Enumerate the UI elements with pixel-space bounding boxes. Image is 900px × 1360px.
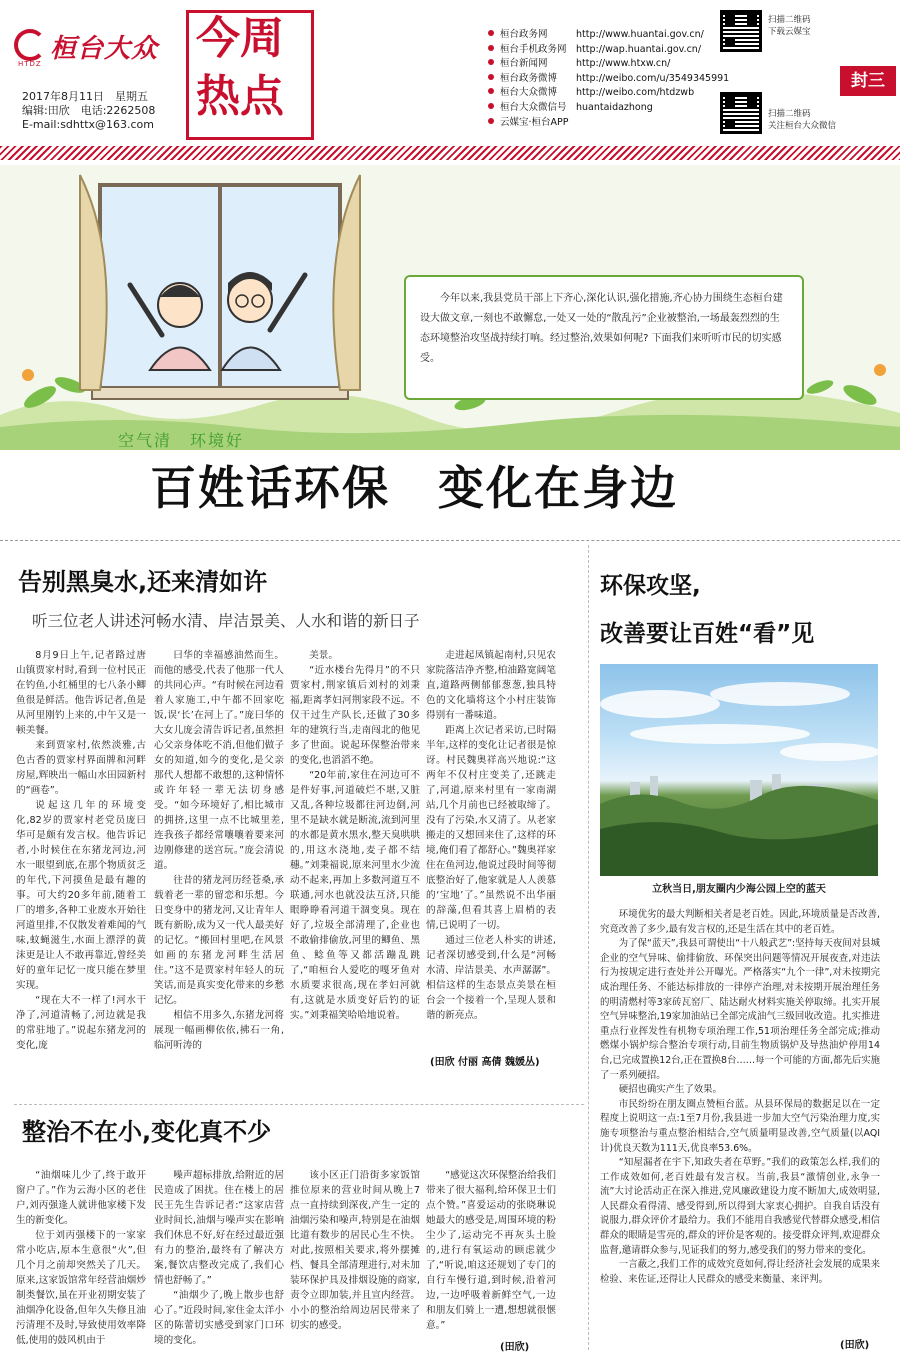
kicker: 空气清 环境好 <box>118 431 245 450</box>
paragraph: 市民纷纷在朋友圈点赞桓台蓝。从县环保局的数据足以在一定程度上说明这一点:1至7月份,我县进一步加大空气污染治理力度,实施专项整治与重点整治相结合,空气质量明显改善,空气质量(以AQI计)优良天数为111天,优良率53.6%。 <box>600 1098 880 1154</box>
blue-sky-photo <box>600 664 878 876</box>
link-row[interactable] <box>488 101 729 116</box>
qr1-caption <box>768 14 811 38</box>
link-url[interactable]: http://wap.huantai.gov.cn/ <box>576 43 702 55</box>
story2-byline: (田欣) <box>500 1342 530 1353</box>
paragraph: “油烟少了,晚上散步也舒心了。”近段时间,家住金太洋小区的陈蕾切实感受到家门口环境的变化。 <box>154 1290 284 1346</box>
link-name: 桓台大众微博 <box>500 87 558 99</box>
story2-col2 <box>154 1168 284 1353</box>
paragraph: 一言蔽之,我们工作的成效究竟如何,得让经济社会发展的成果来检验、来佐证,还得让人民群众的感受来衡量、来评判。 <box>600 1259 880 1285</box>
link-name: 云媒宝·桓台APP <box>500 116 569 128</box>
logo-text: 桓台大众 <box>50 34 159 64</box>
section-title <box>196 10 314 126</box>
issue-date: 2017年8月11日 星期五 <box>22 90 148 103</box>
bullet-icon <box>488 118 494 124</box>
park-skyline-photo-icon <box>600 664 878 876</box>
bullet-icon <box>488 59 494 65</box>
bullet-icon <box>488 45 494 51</box>
bullet-icon <box>488 88 494 94</box>
story3-body <box>600 908 880 1330</box>
qr1-caption-line2: 下载云媒宝 <box>768 27 811 37</box>
paragraph: “近水楼台先得月”的不只贾家村,荆家镇后刘村的刘秉福,距离孝妇河荆家段不远。不仅干过生产队长,还做了30多年的建筑行当,走南闯北的他见多了世面。说起环保整治带来的变化,也滔滔不绝。 <box>290 665 420 766</box>
intro-box: 今年以来,我县党员干部上下齐心,深化认识,强化措施,齐心协力围绕生态桓台建设大做文章,一刻也不敢懈怠,一处又一处的“散乱污”企业被整治,一场最轰烈烈的生态环境整治攻坚战持续打响。经过整治,效果如何呢? 下面我们来听听市民的切实感受。 <box>404 275 804 400</box>
qr-code-app-icon <box>720 10 762 52</box>
story2-col1 <box>16 1168 146 1353</box>
qr-code-wechat-icon <box>720 92 762 134</box>
paragraph: 8月9日上午,记者路过唐山镇贾家村时,看到一位村民正在钓鱼,小红桶里的七八条小鲫鱼很是鲜活。他告诉记者,鱼是从河里刚钓上来的,中午又是一顿美餐。 <box>16 650 146 736</box>
link-row[interactable] <box>488 116 729 131</box>
link-url[interactable]: http://weibo.com/htdzwb <box>576 87 695 99</box>
issue-editor: 编辑:田欣 电话:2262508 <box>22 104 156 117</box>
issue-info <box>22 90 155 132</box>
paragraph: 相信不用多久,东猪龙河将展现一幅画柳依依,拂石一角,临河听涛的 <box>154 1010 284 1051</box>
link-row[interactable] <box>488 72 729 87</box>
headline-divider <box>0 540 900 541</box>
story1-subtitle: 听三位老人讲述河畅水清、岸洁景美、人水和谐的新日子 <box>32 612 420 630</box>
qr2-caption-line1: 扫描二维码 <box>768 109 811 119</box>
paragraph: “知屋漏者在宇下,知政失者在草野。”我们的政策怎么样,我们的工作成效如何,老百姓最有发言权。当前,我县“激情创业,永争一流”大讨论活动正在深入推进,党风廉政建设力度不断加大,成效明显,人民群众看得清、感受得到,所以得到大家衷心拥护。自我自话没有说服力,群众评价才最给力。我们不能用自我感觉代替群众感受,相信群众的眼睛是雪亮的,群众的评价是客观的。接受群众评判,欢迎群众监督,邀请群众参与,见证我们的努力,感受我们的努力带来的变化。 <box>600 1157 880 1256</box>
link-url[interactable]: http://www.htxw.cn/ <box>576 58 671 70</box>
header-divider <box>0 146 900 160</box>
paragraph: 距离上次记者采访,已时隔半年,这样的变化让记者很是惊讶。村民魏奥祥高兴地说:“这两年不仅村庄变美了,还跳走了,河道,原来村里有一家南湖站,几个月前也已经被取缔了。没有了污染,水又清了。从老家搬走的又想回来住了,这样的环境,俺们看了都舒心。”魏奥祥家住在鱼河边,他说过段时间等彻底整治好了,他家就是人人羡慕的‘宝地’了。”虽然说不出华丽的辞藻,但看其喜上眉梢的表情,已说明了一切。 <box>426 725 556 931</box>
paragraph: 来到贾家村,依然淡雅,古色古香的贾家村界面牌和河畔房屋,辉映出一幅山水田园新村的“画卷”。 <box>16 740 146 796</box>
link-url[interactable]: huantaidazhong <box>576 101 653 113</box>
link-url[interactable]: http://www.huantai.gov.cn/ <box>576 29 704 40</box>
story1-col2 <box>154 648 284 1068</box>
column-divider <box>588 545 589 1350</box>
paragraph: 环境优劣的最大判断相关者是老百姓。因此,环境质量是否改善,究竟改善了多少,最有发言权的,还是生活在其中的老百姓。 <box>600 909 880 935</box>
page-headline: 百姓话环保 变化在身边 <box>150 461 678 515</box>
link-name: 桓台大众微信号 <box>500 101 567 113</box>
link-name: 桓台新闻网 <box>500 58 548 70</box>
link-row[interactable] <box>488 28 729 43</box>
link-name: 桓台政务网 <box>500 29 548 40</box>
story2-col3 <box>290 1168 420 1353</box>
page-tag: 封三 <box>840 66 896 96</box>
logo-swirl-icon <box>14 29 46 61</box>
paragraph: “感觉这次环保整治给我们带来了很大福利,给环保卫士们点个赞。”喜爱运动的张晓琳说她最大的感受是,周围环境的粉尘少了,运动完不再灰头土脸的,进行有氧运动的顾虑就少了,“听说,咱这还规划了专门的自行车慢行道,到时候,沿着河边,一边呼吸着新鲜空气,一边和朋友们骑上一遭,想想就很惬意。” <box>426 1170 556 1331</box>
paragraph: 说起这几年的环境变化,82岁的贾家村老党员庞曰华可是颇有发言权。他告诉记者,小时候住在东猪龙河边,河水一眼望到底,在那个物质贫乏的年代,下河摸鱼是最有趣的事。可大约20多年前,随着工厂的增多,各种工业废水开始往河道里排,不仅散发着难闻的气味,蚊蝇滋生,水面上漂浮的黄沫更是让人不敢再靠近,曾经美好的童年记忆一度只能在梦里实现。 <box>16 800 146 991</box>
paragraph: 曰华的幸福感油然而生。而他的感受,代表了他那一代人的共同心声。“有时候在河边看着人家施工,中午都不回家吃饭,误‘长’在河上了。”庞曰华的大女儿庞会清告诉记者,虽然担心父亲身体吃不消,但他们做子女的知道,如今的变化,是父亲那代人想都不敢想的,这种情怀或许年轻一辈无法切身感受。“如今环境好了,相比城市的拥挤,这里一点不比城里差,连我孩子都经常嚷嚷着要来河边刚修建的送宫玩。”庞会清说道。 <box>154 650 284 871</box>
story1-byline: (田欣 付丽 高倩 魏媛丛) <box>430 1057 540 1068</box>
story1-col4 <box>426 648 556 1053</box>
story1-title: 告别黑臭水,还来清如许 <box>18 568 268 596</box>
section-title-line2: 热点 <box>196 71 284 122</box>
paragraph: 为了保“蓝天”,我县可谓使出“十八般武艺”:坚持每天夜间对县城企业的空气异味、偷排偷放、环保突出问题等情况开展夜查,对违法行为按规定进行查处并公开曝光。严格落实“九个一律”,对未按期完成治理任务、不能达标排放的一律停产治理,对未按期开展治理任务的明清燃村等3家砖瓦窑厂、陆达耐火材料实施关停取缔。扎实开展空气异味整治,19家加油站已全部完成油气三级回收改造。扎实推进重点行业挥发性有机物专项治理工作,51项治理任务全部完成;推动燃煤小锅炉综合整治专项行动,目前生物质锅炉及导热油炉停用14台,已完成置换12台,正在置换8台……每一个可能的方面,都先后实施了一系列硬招。 <box>600 938 880 1081</box>
story-divider <box>14 1104 584 1105</box>
bullet-icon <box>488 30 494 36</box>
story3-title-line1: 环保攻坚, <box>600 573 701 599</box>
logo-subtitle: HTDZ <box>18 60 42 68</box>
story3-title <box>600 562 814 658</box>
paragraph: 位于刘丙强楼下的一家家常小吃店,原本生意很“火”,但几个月之前却突然关了几天。原来,这家饭馆常年经营油烟炒制类餐饮,虽在开业初期安装了油烟净化设备,但年久失修且油污清理不及时,导致使用效率降低,使用的鼓风机由于 <box>16 1230 146 1346</box>
paragraph: 该小区正门沿街多家饭馆推位原来的营业时间从晚上7点一直持续到深夜,产生一定的油烟污染和噪声,特别是在油烟比道有数步的居民心生不快。对此,按照相关要求,将外摆摊档、餐具全部清理进行,对未加装环保护具及排烟设施的商家,责令立即加装,并且宣内经营。小小的整治给周边居民带来了切实的感受。 <box>290 1170 420 1331</box>
qr2-caption <box>768 108 836 132</box>
bullet-icon <box>488 103 494 109</box>
story2-title: 整治不在小,变化真不少 <box>22 1118 272 1146</box>
section-title-line1: 今周 <box>196 13 284 64</box>
paragraph: “现在大不一样了!河水干净了,河道清畅了,河边就是我的常驻地了。”说起东猪龙河的变化,庞 <box>16 995 146 1051</box>
link-row[interactable] <box>488 43 729 58</box>
paragraph: “油烟味儿少了,终于敢开窗户了。”作为云海小区的老住户,刘丙强逢人就讲他家楼下发生的新变化。 <box>16 1170 146 1226</box>
paragraph: 硬招也确实产生了效果。 <box>618 1084 722 1096</box>
photo-caption: 立秋当日,朋友圈内少海公园上空的蓝天 <box>652 884 826 895</box>
link-url[interactable]: http://weibo.com/u/3549345991 <box>576 72 730 84</box>
link-row[interactable] <box>488 57 729 72</box>
qr1-caption-line1: 扫描二维码 <box>768 15 811 25</box>
qr2-caption-line2: 关注桓台大众微信 <box>768 121 837 131</box>
paragraph: 走进起凤镇起南村,只见农家院落洁净齐整,柏油路宽阔笔直,道路两侧郁郁葱葱,独具特色的文化墙将这个小村庄装饰得别有一番味道。 <box>426 650 556 721</box>
story3-title-line2: 改善要让百姓“看”见 <box>600 621 815 647</box>
story3-byline: (田欣) <box>840 1340 870 1351</box>
link-row[interactable] <box>488 86 729 101</box>
paragraph: 美景。 <box>309 650 338 661</box>
paragraph: “20年前,家住在河边可不是件好事,河道破烂不堪,又脏又乱,各种垃圾都往河边倒,河里不是缺水就是断流,流到河里的水都是黄水黑水,整天臭哄哄的,用这水浇地,麦子都不结穗。”刘秉福说,原来河里水少流动不起来,再加上多数河道互不联通,河水也就没法互济,只能眼睁睁看河道干涸变臭。现在好了,垃圾全部清理了,企业也不敢偷排偷放,河里的鲫鱼、黑鱼、鲶鱼等又都活蹦乱跳了,“咱桓台人爱吃的嘎牙鱼对水质要求很高,现在孝妇河就有,这就是水质变好后钓的证实。”刘秉福笑哈哈地说着。 <box>290 770 420 1021</box>
paragraph: 往昔的猪龙河历经苍桑,承载着老一辈的留恋和乐想。今日变身中的猪龙河,又让青年人既有新盼,成为又一代人最美好的记忆。“搬回村里吧,在风景如画的东猪龙河畔生活居住。”这不是贾家村年轻人的玩笑话,而是真实变化带来的乡愁记忆。 <box>154 875 284 1006</box>
issue-email: E-mail:sdhttx@163.com <box>22 118 154 131</box>
link-name: 桓台政务微博 <box>500 72 558 84</box>
link-name: 桓台手机政务网 <box>500 43 567 55</box>
story1-col3 <box>290 648 420 1068</box>
links-list <box>488 28 729 130</box>
story2-col4 <box>426 1168 556 1338</box>
story1-col1 <box>16 648 146 1068</box>
paragraph: 噪声超标排放,给附近的居民造成了困扰。住在楼上的居民王先生告诉记者:“这家店营业时间长,油烟与噪声实在影响我们休息不好,好在经过最近强有力的整治,最终有了解决方案,餐饮店整改完成了,我们心情也舒畅了。” <box>154 1170 284 1286</box>
paragraph: 通过三位老人朴实的讲述,记者深切感受到,什么是“河畅水清、岸洁景美、水声潺潺”。相信这样的生态景点美景在桓台会一个接着一个,呈现人景和谐的新亮点。 <box>426 935 556 1021</box>
bullet-icon <box>488 74 494 80</box>
